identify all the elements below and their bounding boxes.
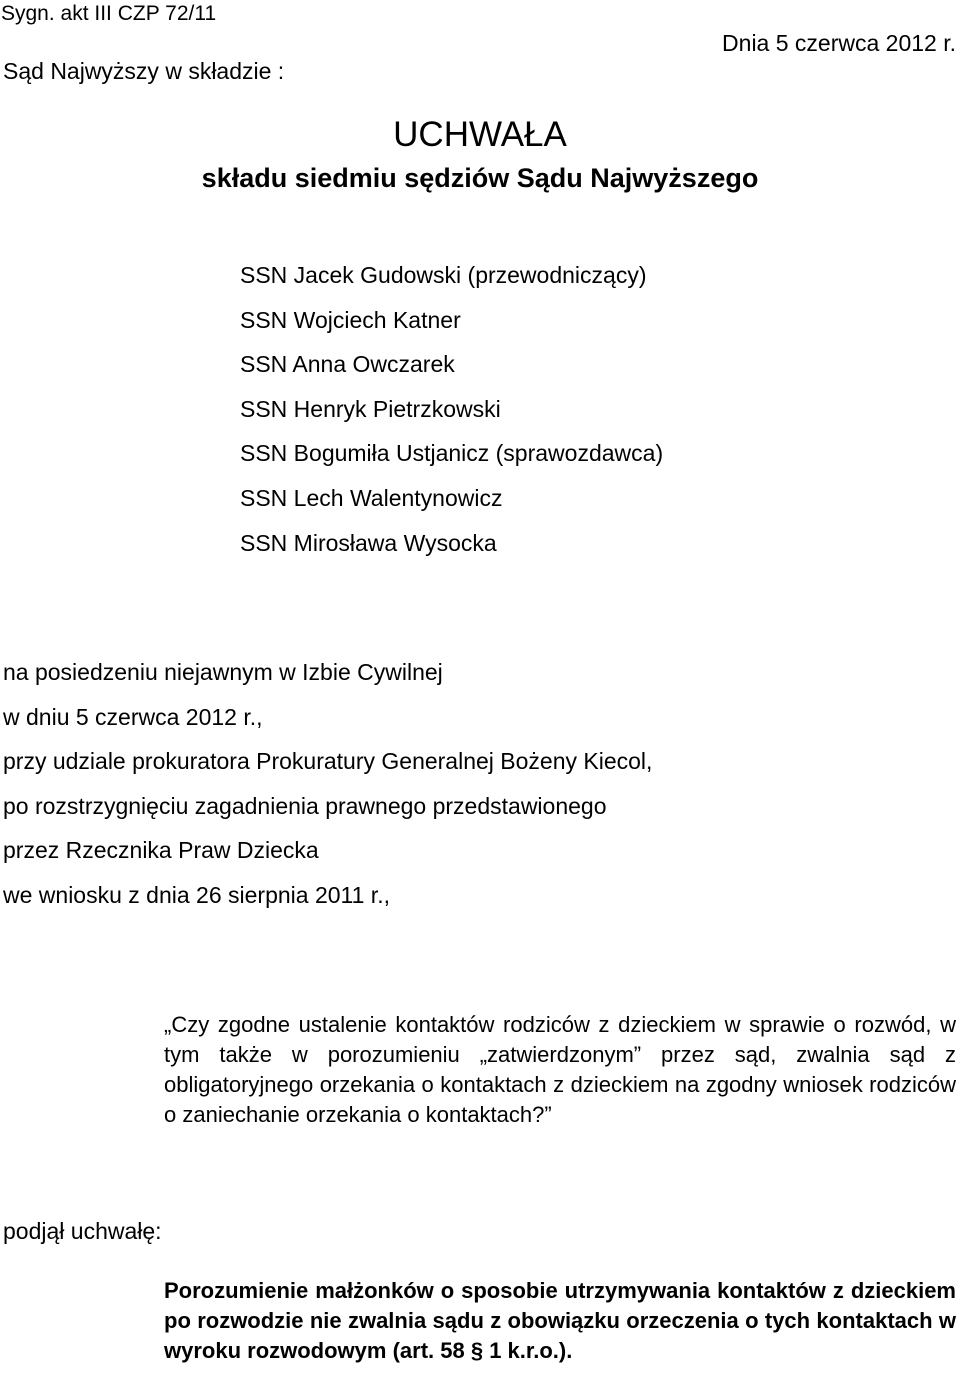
session-line: przy udziale prokuratora Prokuratury Generalnej Bożeny Kiecol, <box>3 748 653 775</box>
session-details <box>3 650 652 918</box>
session-line: w dniu 5 czerwca 2012 r., <box>3 703 263 730</box>
judge-item: SSN Mirosława Wysocka <box>240 529 497 556</box>
session-line: po rozstrzygnięciu zagadnienia prawnego przedstawionego <box>3 792 607 819</box>
judge-item: SSN Wojciech Katner <box>240 306 461 333</box>
judge-item: SSN Henryk Pietrzkowski <box>240 395 501 422</box>
resolution-text: Porozumienie małżonków o sposobie utrzymywania kontaktów z dzieckiem po rozwodzie nie zwalnia sądu z obowiązku orzeczenia o tych kontaktach w wyroku rozwodowym (art. 58 § 1 k.r.o.). <box>164 1278 956 1363</box>
document-subtitle: składu siedmiu sędziów Sądu Najwyższego <box>201 163 759 193</box>
judges-list <box>240 253 663 565</box>
legal-question: „Czy zgodne ustalenie kontaktów rodziców z dzieckiem w sprawie o rozwód, w tym także w porozumieniu „zatwierdzonym” przez sąd, zwalnia sąd z obligatoryjnego orzekania o kontaktach z dzieckiem na zgodny wniosek rodziców o zaniechanie orzekania o kontaktach?” <box>164 1012 956 1127</box>
decision-label: podjął uchwałę: <box>3 1218 162 1244</box>
session-line: przez Rzecznika Praw Dziecka <box>3 837 319 864</box>
judge-item: SSN Bogumiła Ustjanicz (sprawozdawca) <box>240 440 664 467</box>
session-line: na posiedzeniu niejawnym w Izbie Cywilnej <box>3 659 443 685</box>
document-title: UCHWAŁA <box>393 115 567 154</box>
document-date: Dnia 5 czerwca 2012 r. <box>722 30 956 56</box>
court-composition-label: Sąd Najwyższy w składzie : <box>3 58 285 84</box>
judge-item: SSN Jacek Gudowski (przewodniczący) <box>240 262 647 288</box>
judge-item: SSN Lech Walentynowicz <box>240 484 503 511</box>
session-line: we wniosku z dnia 26 sierpnia 2011 r., <box>3 881 390 908</box>
judge-item: SSN Anna Owczarek <box>240 351 455 378</box>
case-signature: Sygn. akt III CZP 72/11 <box>1 2 217 25</box>
